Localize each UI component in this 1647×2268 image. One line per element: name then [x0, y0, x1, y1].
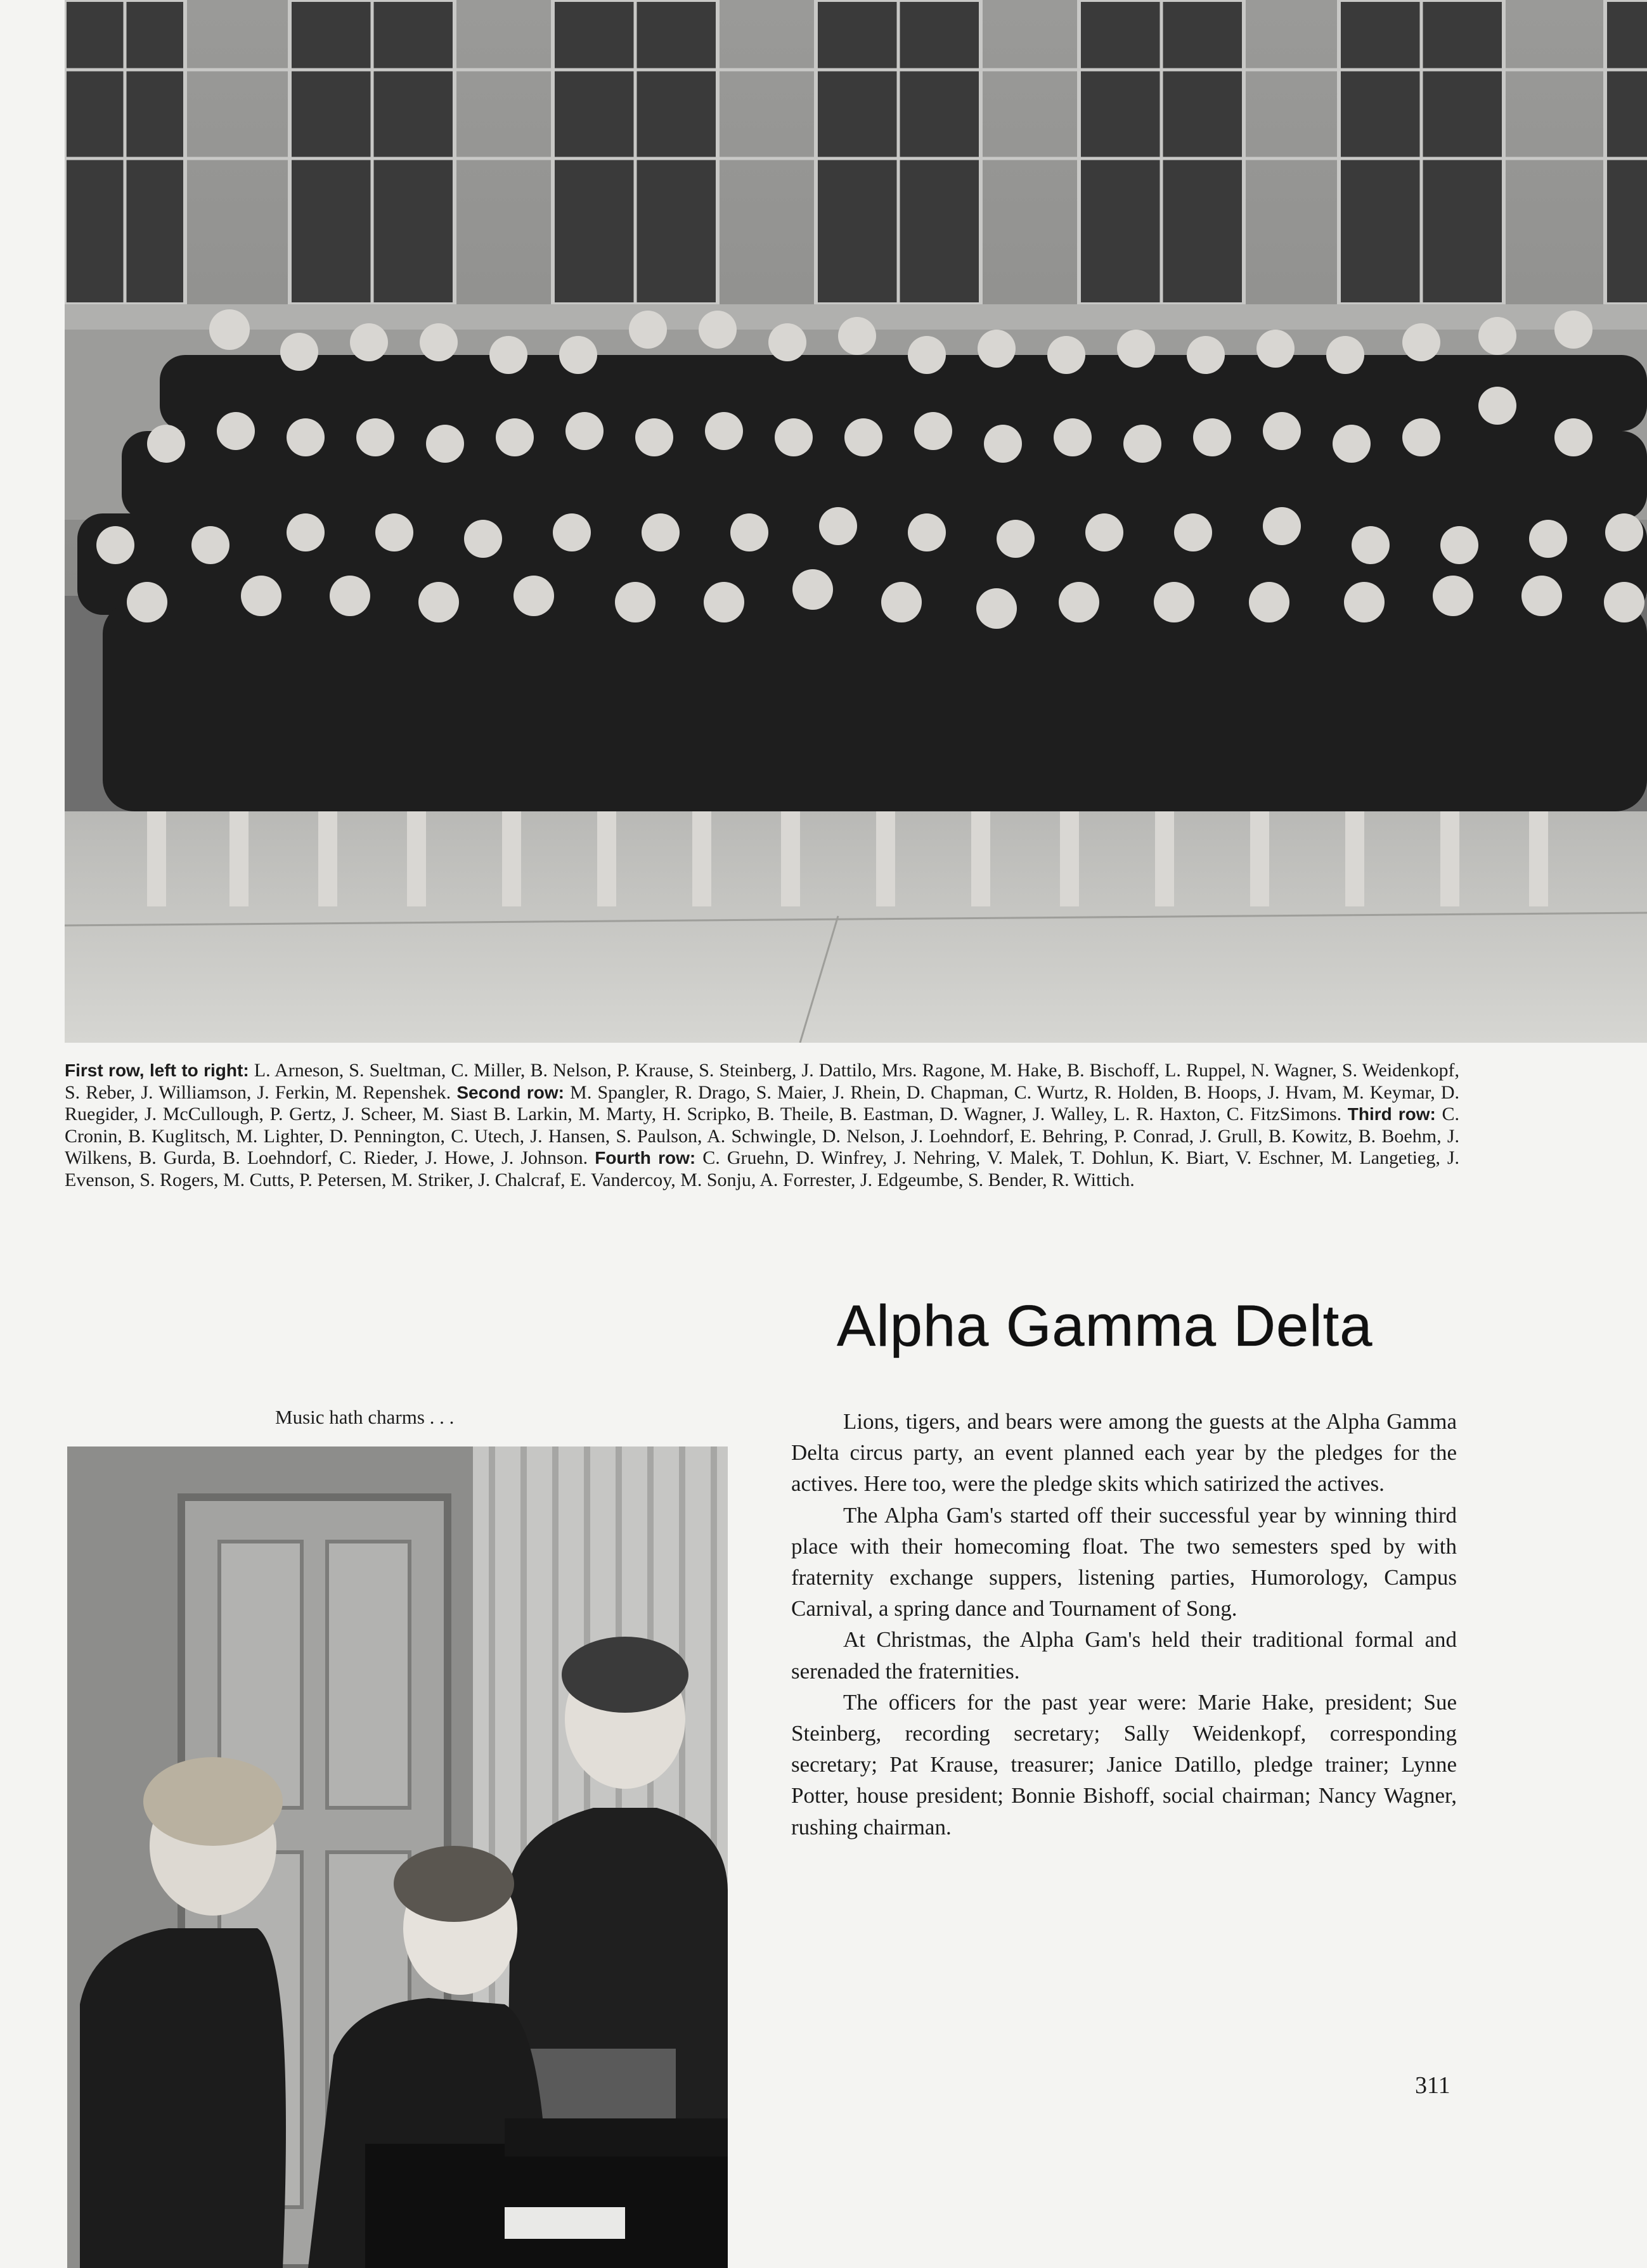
first-row-names: L. Arneson, S. Sueltman, C. Miller, B. Nelson, P. Krause, S. Steinberg, J. Dattilo, Mrs. Ragone, M. Hake, B. Bischoff, L. Ruppel, N. Wagner, S. Weidenkopf, S. Reber, J. Williamson, J. Ferkin, M. Repenshek.: [65, 1060, 1459, 1103]
fourth-row-names: C. Gruehn, D. Winfrey, J. Nehring, V. Malek, T. Dohlun, K. Biart, V. Eschner, M. Langetieg, J. Evenson, S. Rogers, M. Cutts, P. Petersen, M. Striker, J. Chalcraf, E. Vandercoy, M. Sonju, A. Forrester, J. Edgeumbe, S. Bender, R. Wittich.: [65, 1147, 1460, 1190]
group-photo: [65, 0, 1647, 1043]
article-paragraph: Lions, tigers, and bears were among the guests at the Alpha Gamma Delta circus party, an event planned each year by the pledges for the actives. Here too, were the pledge skits which satirized the actives.: [791, 1409, 1457, 1497]
article-paragraph: At Christmas, the Alpha Gam's held their traditional formal and serenaded the fraternities.: [791, 1627, 1457, 1684]
third-row-label: Third row:: [1347, 1104, 1436, 1124]
music-photo: [67, 1446, 728, 2268]
group-photo-graphic: [65, 0, 1647, 1043]
fourth-row-label: Fourth row:: [595, 1148, 696, 1168]
music-photo-graphic: [67, 1446, 728, 2268]
page-number: 311: [1415, 2072, 1450, 2099]
music-photo-caption: Music hath charms . . .: [275, 1406, 455, 1428]
article-paragraph: The officers for the past year were: Marie Hake, president; Sue Steinberg, recording secretary; Sally Weidenkopf, corresponding secretary; Pat Krause, treasurer; Janice Datillo, pledge trainer; Lynne Potter, house president; Bonnie Bishoff, social chairman; Nancy Wagner, rushing chairman.: [791, 1689, 1457, 1840]
page-title: Alpha Gamma Delta: [837, 1294, 1373, 1358]
third-row-names: C. Cronin, B. Kuglitsch, M. Lighter, D. Pennington, C. Utech, J. Hansen, S. Paulson, A. Schwingle, D. Nelson, J. Loehndorf, E. Behring, P. Conrad, J. Grull, B. Kowitz, B. Boehm, J. Wilkens, B. Gurda, B. Loehndorf, C. Rieder, J. Howe, J. Johnson.: [65, 1104, 1460, 1168]
first-row-label: First row, left to right:: [65, 1060, 249, 1080]
group-photo-caption: [65, 1060, 1459, 1191]
article-body: [791, 1406, 1457, 1843]
article-paragraph: The Alpha Gam's started off their successful year by winning third place with their homecoming float. The two semesters sped by with fraternity exchange suppers, listening parties, Humorology, Campus Carnival, a spring dance and Tournament of Song.: [791, 1502, 1457, 1621]
second-row-names: M. Spangler, R. Drago, S. Maier, J. Rhein, D. Chapman, C. Wurtz, R. Holden, B. Hoops, J. Hvam, M. Keymar, D. Ruegider, J. McCullough, P. Gertz, J. Scheer, M. Siast B. Larkin, M. Marty, H. Scripko, B. Theile, B. Eastman, D. Wagner, J. Walley, L. R. Haxton, C. FitzSimons.: [65, 1081, 1460, 1124]
second-row-label: Second row:: [456, 1082, 564, 1102]
